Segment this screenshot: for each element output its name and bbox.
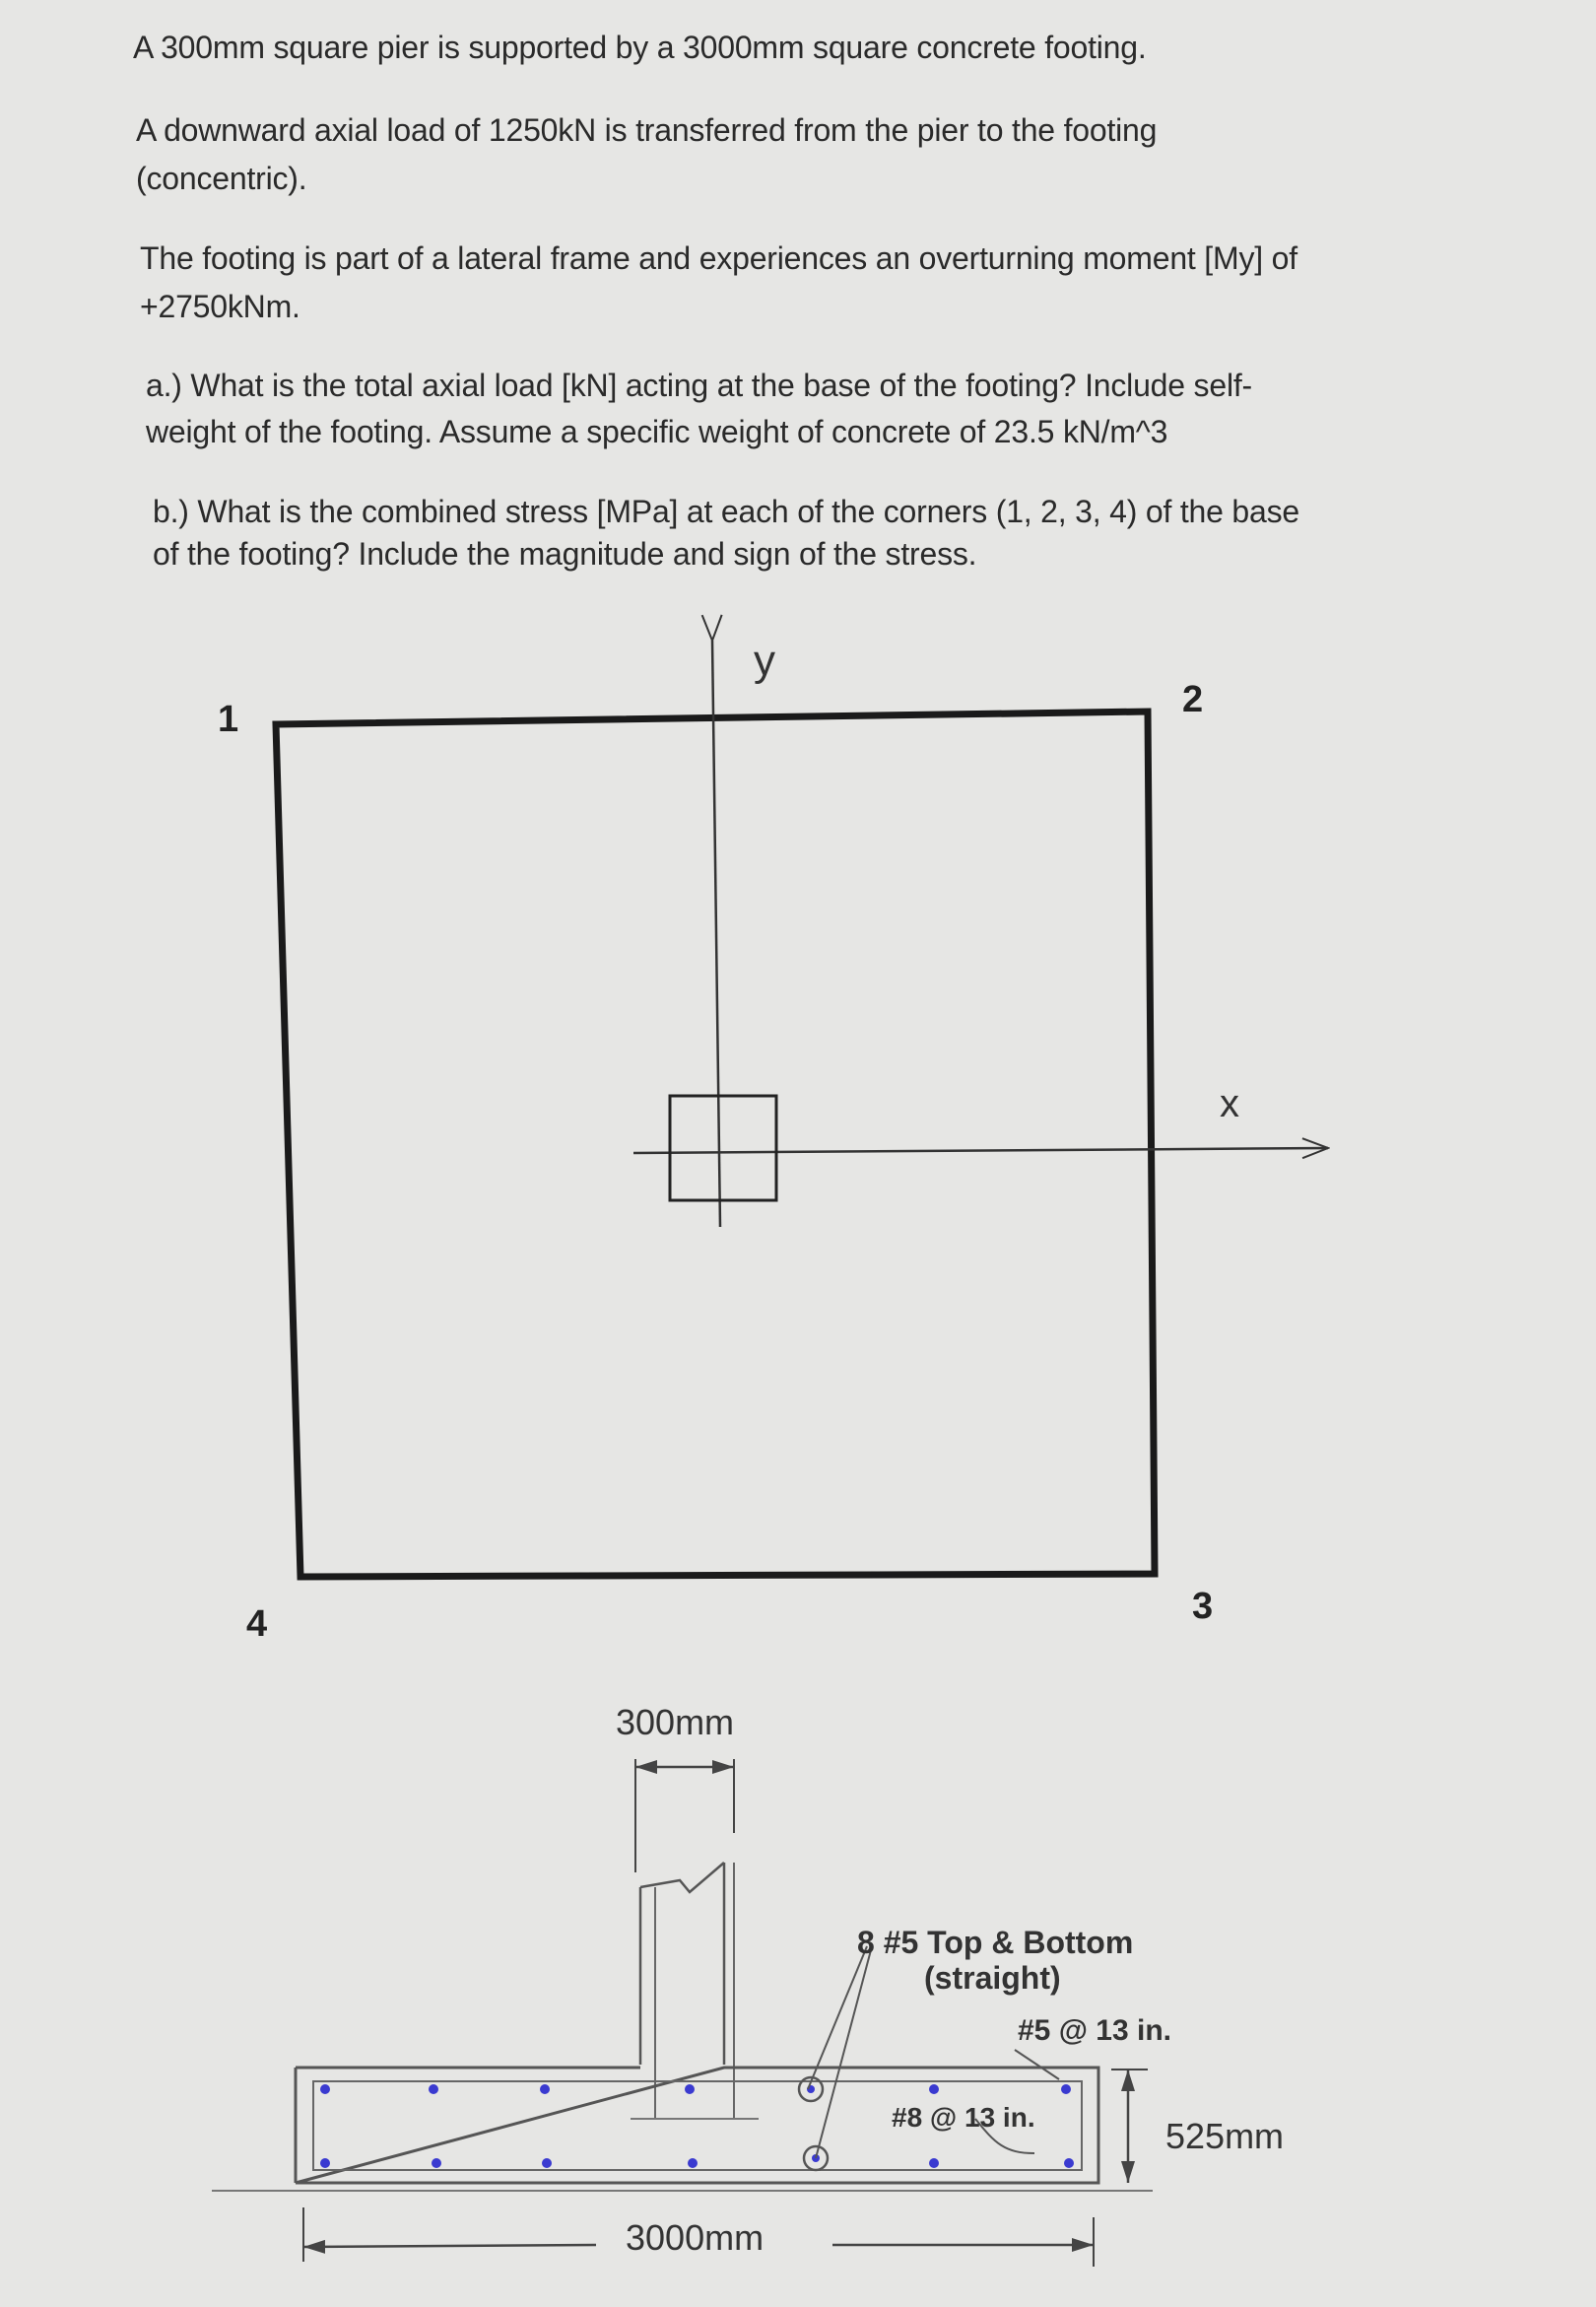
pier-outline: [670, 1096, 776, 1200]
y-axis: [712, 641, 720, 1227]
corner-1-label: 1: [218, 699, 239, 740]
part-b-line-1: b.) What is the combined stress [MPa] at each of the corners (1, 2, 3, 4) of the base: [153, 494, 1300, 529]
corner-3-label: 3: [1192, 1586, 1214, 1627]
moment-text-line-1: The footing is part of a lateral frame and experiences an overturning moment [My] of: [140, 240, 1297, 276]
part-b-line-2: of the footing? Include the magnitude and sign of the stress.: [153, 536, 977, 572]
part-a-line-2: weight of the footing. Assume a specific weight of concrete of 23.5 kN/m^3: [146, 414, 1168, 449]
footing-depth-label: 525mm: [1165, 2116, 1285, 2156]
footing-width-label: 3000mm: [626, 2217, 765, 2258]
footing-dim-line-left: [303, 2245, 596, 2247]
x-axis: [633, 1148, 1328, 1153]
rebar-note-3: #5 @ 13 in.: [1018, 2014, 1171, 2047]
intro-text: A 300mm square pier is supported by a 3000mm square concrete footing.: [133, 30, 1147, 65]
load-text-line-1: A downward axial load of 1250kN is transferred from the pier to the footing: [136, 112, 1158, 148]
load-text-line-2: (concentric).: [136, 161, 307, 196]
pier-section: [640, 1863, 724, 2065]
pier-width-label: 300mm: [616, 1702, 735, 1742]
corner-2-label: 2: [1182, 679, 1204, 720]
rebar-note-2: (straight): [924, 1960, 1061, 1996]
y-axis-label: y: [754, 637, 775, 685]
part-a-line-1: a.) What is the total axial load [kN] acting at the base of the footing? Include self-: [146, 368, 1253, 403]
x-axis-label: x: [1220, 1082, 1239, 1125]
corner-4-label: 4: [246, 1603, 268, 1645]
rebar-note-4: #8 @ 13 in.: [892, 2102, 1035, 2133]
section-view-diagram: [212, 1702, 1284, 2267]
moment-text-line-2: +2750kNm.: [140, 289, 300, 324]
rebar-note-1: 8 #5 Top & Bottom: [857, 1925, 1134, 1960]
